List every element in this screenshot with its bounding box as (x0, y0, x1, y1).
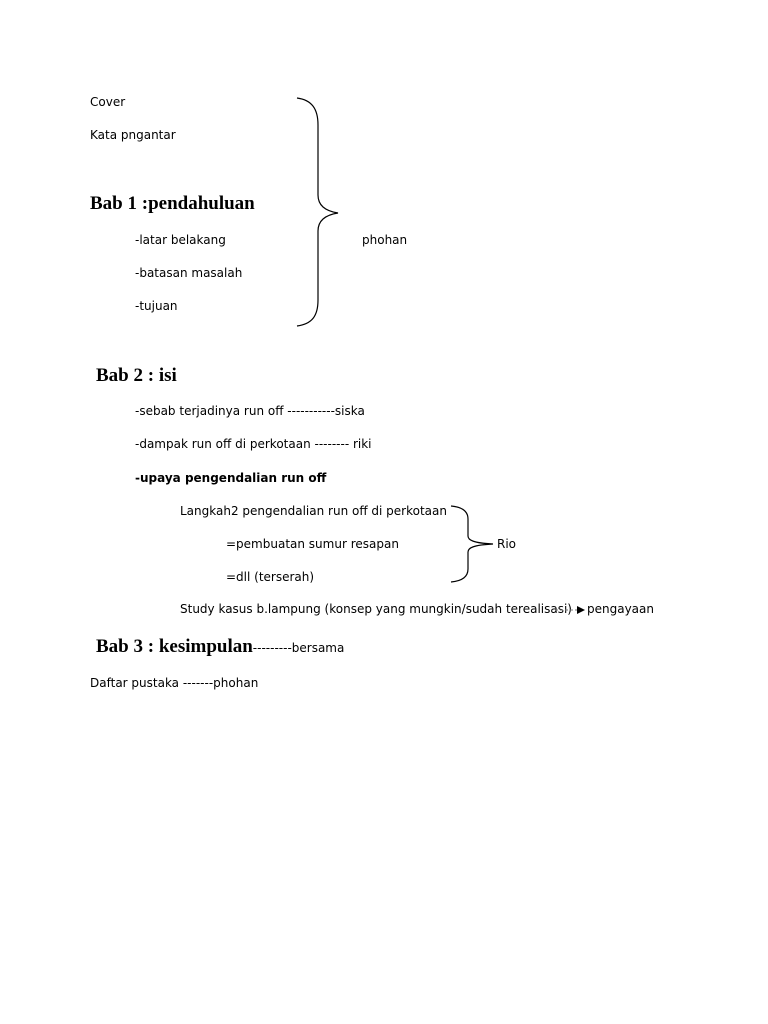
bab1-assignee: phohan (362, 233, 408, 247)
bab1-item-latar-belakang: -latar belakang (135, 233, 226, 247)
dashed-arrow-icon (555, 604, 587, 616)
bab2-item-upaya: -upaya pengendalian run off (135, 471, 327, 485)
bab2-heading: Bab 2 : isi (96, 365, 177, 386)
bab2-item-dampak: -dampak run off di perkotaan -------- riki (135, 437, 372, 451)
bab2-sub-langkah: Langkah2 pengendalian run off di perkotaan (180, 504, 447, 518)
bab2-brace (448, 503, 498, 585)
bab1-item-batasan-masalah: -batasan masalah (135, 266, 243, 280)
daftar-pustaka-line: Daftar pustaka -------phohan (90, 676, 259, 690)
bab3-assignee: ---------bersama (252, 641, 345, 655)
bab2-study-assignee: pengayaan (587, 602, 654, 616)
bab1-brace (290, 95, 350, 330)
bab2-sub-dll: =dll (terserah) (226, 570, 315, 584)
cover-line: Cover (90, 95, 126, 109)
bab2-item-sebab: -sebab terjadinya run off -----------siska (135, 404, 365, 418)
bab1-heading: Bab 1 :pendahuluan (90, 193, 255, 214)
bab1-item-tujuan: -tujuan (135, 299, 178, 313)
bab3-title: Bab 3 : kesimpulan (96, 636, 253, 657)
bab2-study-kasus: Study kasus b.lampung (konsep yang mungkin/sudah terealisasi) (180, 602, 572, 616)
bab2-sub-sumur-resapan: =pembuatan sumur resapan (226, 537, 399, 551)
bab2-sub-assignee: Rio (497, 537, 517, 551)
bab3-heading (96, 636, 344, 659)
kata-pengantar-line: Kata pngantar (90, 128, 176, 142)
